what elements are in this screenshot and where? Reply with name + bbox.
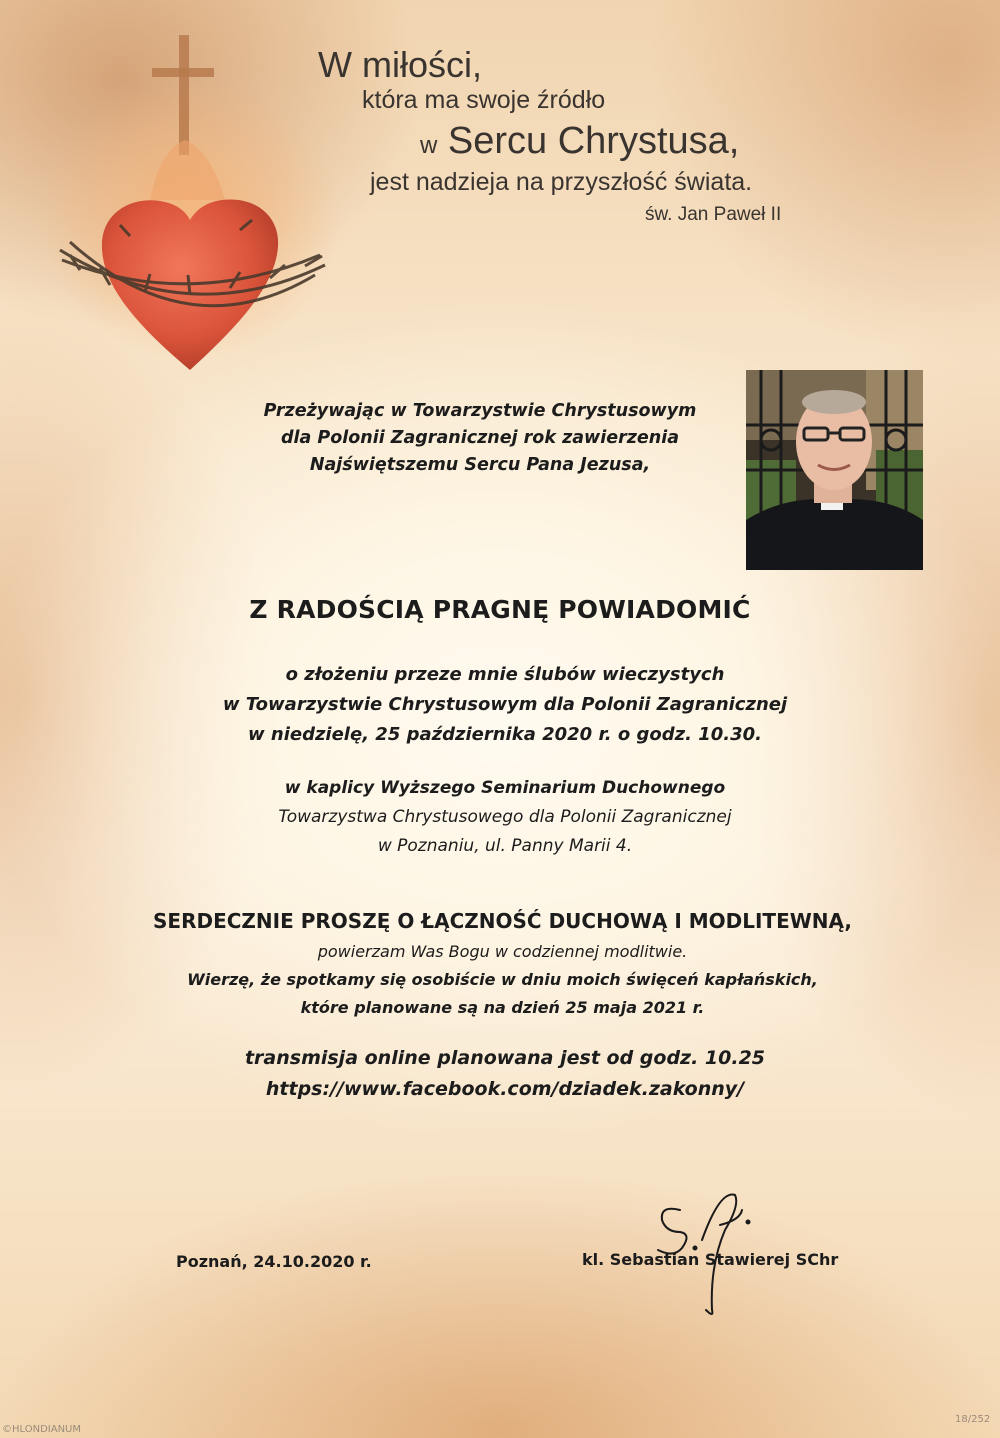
announcement-line-3: w niedzielę, 25 października 2020 r. o godz. 10.30. xyxy=(247,724,763,745)
request-line-2: Wierzę, że spotkamy się osobiście w dniu moich święceń kapłańskich, xyxy=(187,970,818,989)
broadcast-link[interactable]: https://www.facebook.com/dziadek.zakonny/ xyxy=(265,1078,745,1100)
quote-line-2: która ma swoje źródło xyxy=(362,86,606,114)
quote-line-4: jest nadzieja na przyszłość świata. xyxy=(370,168,753,196)
location xyxy=(100,774,910,861)
handwritten-signature xyxy=(640,1170,780,1320)
intro-line-1: Przeżywając w Towarzystwie Chrystusowym xyxy=(263,401,697,421)
request xyxy=(100,938,905,1022)
broadcast xyxy=(100,1043,910,1105)
intro-text xyxy=(210,398,750,479)
request-line-1: powierzam Was Bogu w codziennej modlitwie. xyxy=(317,942,688,961)
place-date: Poznań, 24.10.2020 r. xyxy=(176,1252,372,1271)
announcement-line-2: w Towarzystwie Chrystusowym dla Polonii Zagranicznej xyxy=(222,694,788,715)
portrait-photo xyxy=(746,370,923,570)
intro-line-2: dla Polonii Zagranicznej rok zawierzenia xyxy=(280,428,680,448)
quote-line-1: W miłości, xyxy=(318,44,482,85)
sacred-heart-image xyxy=(40,30,340,380)
announcement-line-1: o złożeniu przeze mnie ślubów wieczystych xyxy=(285,664,725,685)
broadcast-line: transmisja online planowana jest od godz. 10.25 xyxy=(244,1047,766,1069)
location-line-2: Towarzystwa Chrystusowego dla Polonii Zagranicznej xyxy=(278,807,732,827)
location-line-1: w kaplicy Wyższego Seminarium Duchownego xyxy=(284,778,726,798)
location-line-3: w Poznaniu, ul. Panny Marii 4. xyxy=(377,836,633,856)
quote-line-3-main: Sercu Chrystusa, xyxy=(447,120,740,162)
quote-author: św. Jan Paweł II xyxy=(645,204,782,225)
publisher-mark: ©HLONDIANUM xyxy=(2,1424,82,1435)
announcement xyxy=(100,660,910,750)
quote-line-3-prefix: w xyxy=(420,132,438,159)
request-headline: SERDECZNIE PROSZĘ O ŁĄCZNOŚĆ DUCHOWĄ I MODLITEWNĄ, xyxy=(153,909,852,933)
intro-line-3: Najświętszemu Sercu Pana Jezusa, xyxy=(309,455,651,475)
print-code: 18/252 xyxy=(955,1414,991,1425)
signer-name: kl. Sebastian Stawierej SChr xyxy=(582,1250,839,1269)
request-line-3: które planowane są na dzień 25 maja 2021 r. xyxy=(300,998,705,1017)
main-headline: Z RADOŚCIĄ PRAGNĘ POWIADOMIĆ xyxy=(249,595,751,624)
quote-line-3 xyxy=(420,120,739,163)
